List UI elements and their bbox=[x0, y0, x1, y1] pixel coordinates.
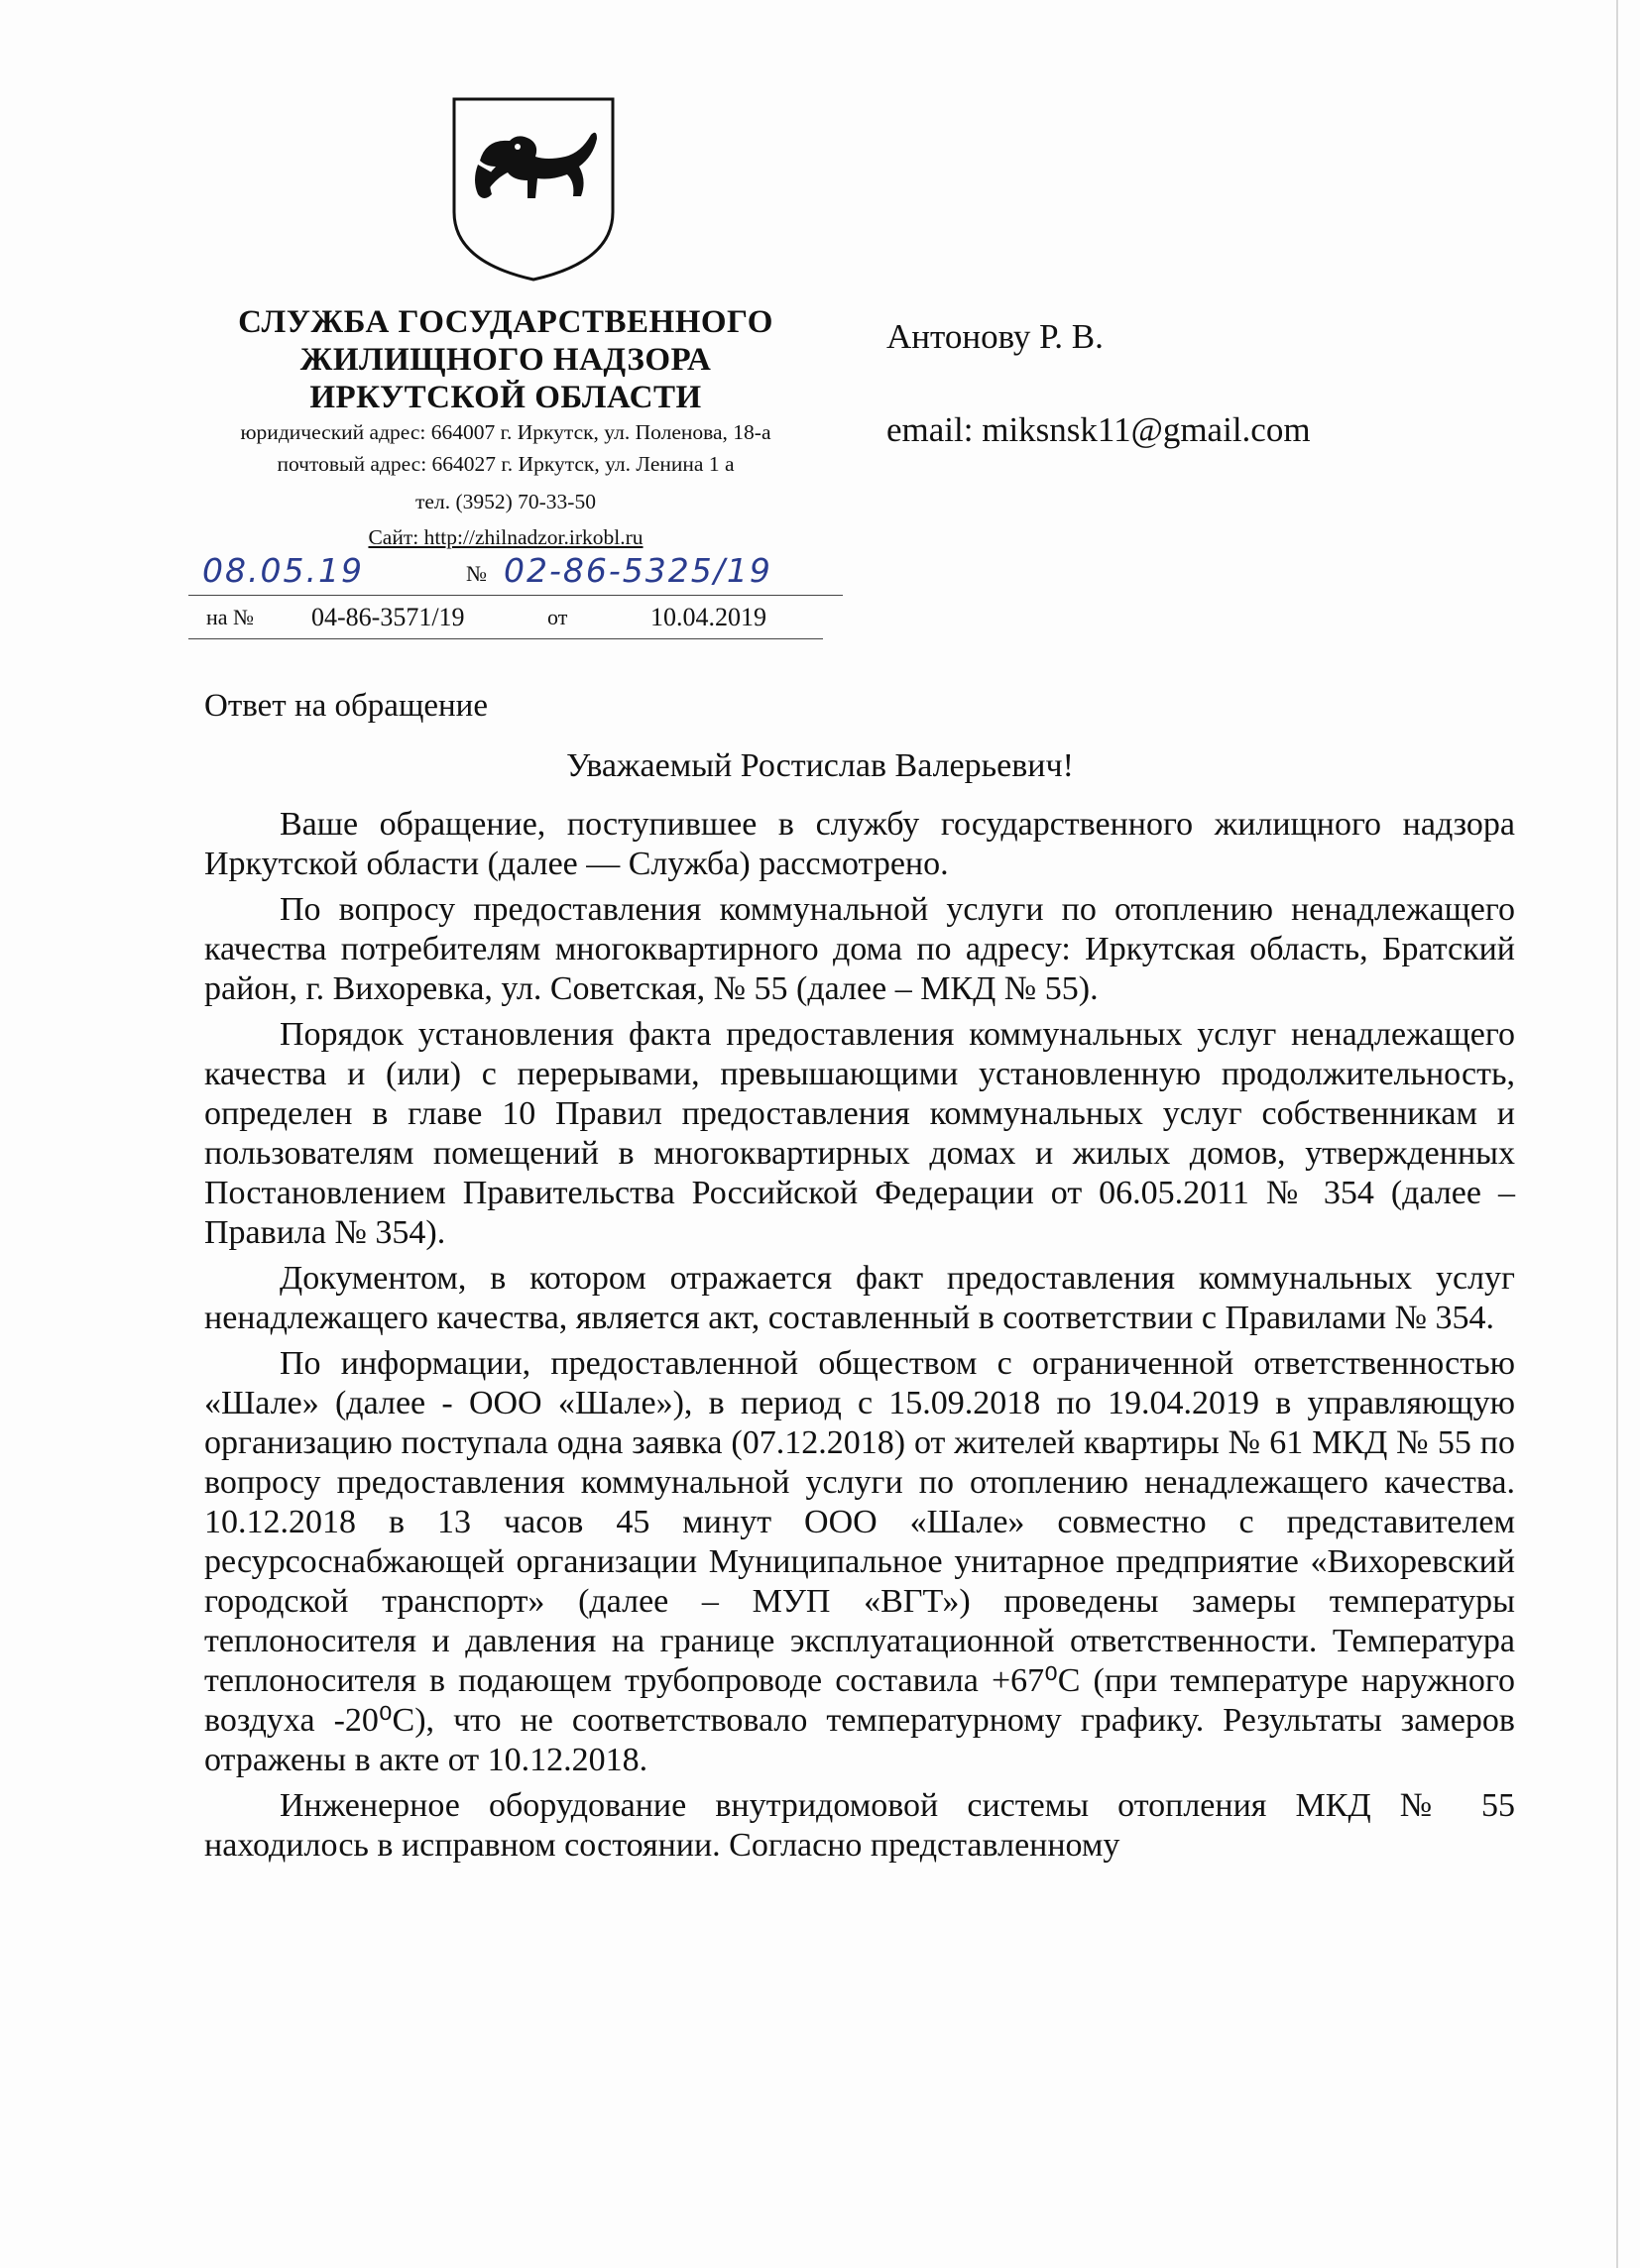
from-label: от bbox=[547, 605, 568, 629]
org-name-line2: ЖИЛИЩНОГО НАДЗОРА bbox=[299, 342, 712, 378]
reference-number: 04-86-3571/19 bbox=[311, 603, 465, 631]
paragraph: Ваше обращение, поступившее в службу государственного жилищного надзора Иркутской области (далее — Служба) рассмотрено. bbox=[204, 806, 1515, 882]
registration-divider bbox=[188, 595, 843, 596]
recipient-email: email: miksnsk11@gmail.com bbox=[886, 410, 1311, 449]
reference-date: 10.04.2019 bbox=[650, 603, 766, 631]
org-name-line1: СЛУЖБА ГОСУДАРСТВЕННОГО bbox=[238, 304, 773, 340]
phone: тел. (3952) 70-33-50 bbox=[415, 490, 596, 513]
paragraph: По информации, предоставленной обществом с ограниченной ответственностью «Шале» (далее - ООО «Шале»), в период с 15.09.2018 по 19.04.2019 в управляющую организацию поступала одна заявка (07.12.2018) от жителей квартиры № 61 МКД № 55 по вопросу предоставления коммунальной услуги по отоплению ненадлежащего качества. 10.12.2018 в 13 часов 45 минут ООО «Шале» совместно с представителем ресурсоснабжающей организации Муниципальное унитарное предприятие «Вихоревский городской транспорт» (далее – МУП «ВГТ») проведены замеры температуры теплоносителя и давления на границе эксплуатационной ответственности. Температура теплоносителя в подающем трубопроводе составила +67⁰С (при температуре наружного воздуха -20⁰С), что не соответствовало температурному графику. Результаты замеров отражены в акте от 10.12.2018. bbox=[204, 1345, 1515, 1778]
letter-greeting: Уважаемый Ростислав Валерьевич! bbox=[566, 747, 1074, 784]
reference-registration bbox=[188, 603, 843, 636]
recipient-name: Антонову Р. В. bbox=[886, 317, 1104, 356]
website-link[interactable]: Сайт: http://zhilnadzor.irkobl.ru bbox=[368, 525, 644, 549]
paragraph: Порядок установления факта предоставления коммунальных услуг ненадлежащего качества и (или) с перерывами, превышающими установленную продолжительность, определен в главе 10 Правил предоставления коммунальных услуг собственникам и пользователям помещений в многоквартирных домах и жилых домов, утвержденных Постановлением Правительства Российской Федерации от 06.05.2011 № 354 (далее – Правила № 354). bbox=[204, 1016, 1515, 1251]
paragraph: Документом, в котором отражается факт предоставления коммунальных услуг ненадлежащего качества, является акт, составленный в соответствии с Правилами № 354. bbox=[204, 1260, 1515, 1336]
reference-label: на № bbox=[206, 605, 255, 629]
paragraph: По вопросу предоставления коммунальной услуги по отоплению ненадлежащего качества потребителям многоквартирного дома по адресу: Иркутская область, Братский район, г. Вихоревка, ул. Советская, № 55 (далее – МКД № 55). bbox=[204, 891, 1515, 1007]
letter-body bbox=[204, 805, 1515, 1866]
number-label: № bbox=[466, 561, 487, 586]
legal-address: юридический адрес: 664007 г. Иркутск, ул. Поленова, 18-а bbox=[240, 420, 771, 444]
letterhead bbox=[188, 303, 823, 553]
org-name-line3: ИРКУТСКОЙ ОБЛАСТИ bbox=[309, 380, 702, 415]
outgoing-number: 02-86-5325/19 bbox=[504, 551, 772, 590]
outgoing-registration bbox=[188, 551, 843, 595]
paragraph: Инженерное оборудование внутридомовой системы отопления МКД № 55 находилось в исправном состоянии. Согласно представленному bbox=[204, 1787, 1515, 1864]
scan-edge bbox=[1616, 0, 1618, 2268]
outgoing-date: 08.05.19 bbox=[202, 551, 364, 590]
coat-of-arms-icon bbox=[448, 95, 619, 284]
letter-subject: Ответ на обращение bbox=[204, 688, 488, 724]
reference-divider bbox=[188, 638, 823, 639]
postal-address: почтовый адрес: 664027 г. Иркутск, ул. Ленина 1 а bbox=[277, 452, 735, 476]
